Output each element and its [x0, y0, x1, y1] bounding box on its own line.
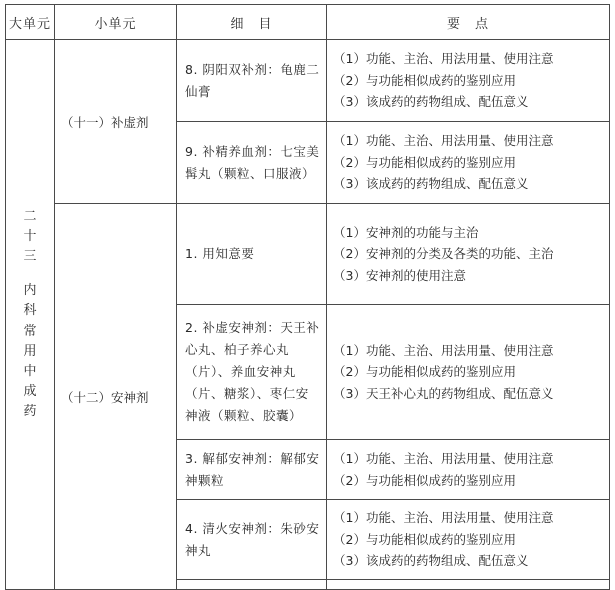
big-unit-name-char: 科 — [23, 303, 37, 319]
points-cell — [327, 122, 610, 204]
big-unit-number-char: 三 — [23, 249, 37, 265]
big-unit-name-char: 成 — [23, 383, 37, 399]
points-cell — [327, 204, 610, 305]
small-unit-cell — [55, 40, 177, 204]
point-item: （3）该成药的药物组成、配伍意义 — [333, 94, 529, 110]
header-points: 要 点 — [327, 5, 610, 40]
points-cell-empty — [327, 580, 610, 590]
point-item: （1）功能、主治、用法用量、使用注意 — [333, 510, 554, 526]
big-unit-name-char: 内 — [23, 283, 37, 299]
point-item: （3）安神剂的使用注意 — [333, 267, 466, 283]
exam-outline-table — [5, 4, 610, 590]
point-item: （1）安神剂的功能与主治 — [333, 224, 479, 240]
small-unit-cell — [55, 204, 177, 590]
point-item: （1）功能、主治、用法用量、使用注意 — [333, 51, 554, 67]
big-unit-name-char: 药 — [23, 404, 37, 420]
small-unit-label: （十一）补虚剂 — [61, 114, 149, 130]
header-row — [6, 5, 610, 40]
big-unit-number-char: 二 — [23, 208, 37, 224]
header-small-unit: 小单元 — [55, 5, 177, 40]
big-unit-name-char: 常 — [23, 323, 37, 339]
point-item: （2）与功能相似成药的鉴别应用 — [333, 531, 516, 547]
small-unit-label: （十二）安神剂 — [61, 389, 149, 405]
detail-cell: 9. 补精养血剂：七宝美髯丸（颗粒、口服液） — [177, 122, 327, 204]
big-unit-name-char: 中 — [23, 363, 37, 379]
detail-cell-empty — [177, 580, 327, 590]
point-item: （2）与功能相似成药的鉴别应用 — [333, 472, 516, 488]
detail-cell: 3. 解郁安神剂：解郁安神颗粒 — [177, 440, 327, 500]
point-item: （2）与功能相似成药的鉴别应用 — [333, 72, 516, 88]
point-item: （1）功能、主治、用法用量、使用注意 — [333, 451, 554, 466]
header-big-unit: 大单元 — [6, 5, 55, 40]
point-item: （1）功能、主治、用法用量、使用注意 — [333, 342, 554, 358]
header-detail: 细 目 — [177, 5, 327, 40]
points-cell — [327, 440, 610, 500]
points-cell — [327, 500, 610, 580]
point-item: （3）天王补心丸的药物组成、配伍意义 — [333, 385, 554, 401]
point-item: （1）功能、主治、用法用量、使用注意 — [333, 133, 554, 149]
detail-cell: 8. 阴阳双补剂：龟鹿二仙膏 — [177, 40, 327, 122]
points-cell — [327, 40, 610, 122]
detail-cell: 4. 清火安神剂：朱砂安神丸 — [177, 500, 327, 580]
points-cell — [327, 305, 610, 440]
point-item: （3）该成药的药物组成、配伍意义 — [333, 553, 529, 569]
point-item: （2）与功能相似成药的鉴别应用 — [333, 154, 516, 170]
detail-cell: 1. 用知意要 — [177, 204, 327, 305]
table-row — [6, 40, 610, 122]
detail-cell: 2. 补虚安神剂：天王补心丸、柏子养心丸（片）、养血安神丸（片、糖浆）、枣仁安神液（颗粒、胶囊） — [177, 305, 327, 440]
big-unit-number-char: 十 — [23, 228, 37, 244]
big-unit-name-char: 用 — [23, 343, 37, 359]
point-item: （3）该成药的药物组成、配伍意义 — [333, 176, 529, 192]
point-item: （2）与功能相似成药的鉴别应用 — [333, 364, 516, 380]
point-item: （2）安神剂的分类及各类的功能、主治 — [333, 246, 554, 262]
table-row — [6, 204, 610, 305]
big-unit-cell — [6, 40, 55, 590]
